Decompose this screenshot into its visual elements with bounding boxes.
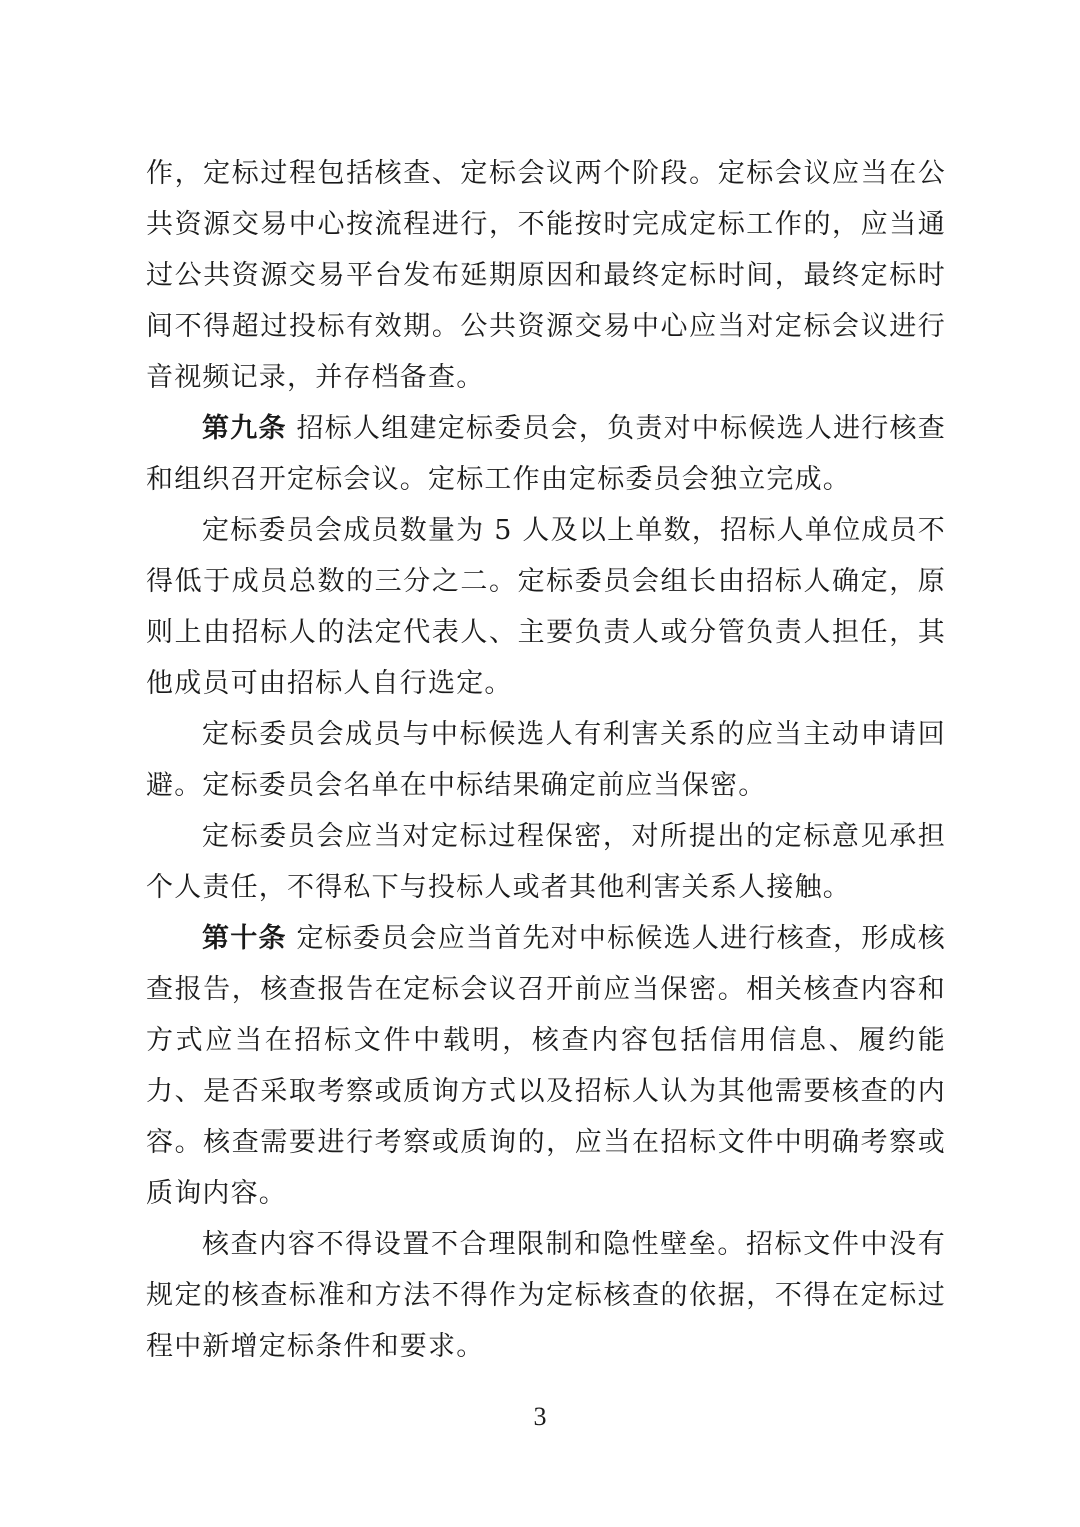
article-10-paragraph [146, 913, 946, 1219]
paragraph-continuation [146, 148, 946, 403]
article-label: 第九条 [202, 413, 287, 444]
article-label: 第十条 [202, 923, 287, 954]
confidentiality-paragraph [146, 811, 946, 913]
paragraph-text: 定标委员会成员与中标候选人有利害关系的应当主动申请回避。定标委员会名单在中标结果确定前应当保密。 [146, 719, 946, 801]
document-body [146, 148, 946, 1372]
paragraph-text: 定标委员会应当对定标过程保密，对所提出的定标意见承担个人责任，不得私下与投标人或者其他利害关系人接触。 [146, 821, 946, 903]
article-9-paragraph [146, 403, 946, 505]
paragraph-text: 定标委员会成员数量为 5 人及以上单数，招标人单位成员不得低于成员总数的三分之二。定标委员会组长由招标人确定，原则上由招标人的法定代表人、主要负责人或分管负责人担任，其他成员可由招标人自行选定。 [146, 515, 946, 699]
paragraph-text: 核查内容不得设置不合理限制和隐性壁垒。招标文件中没有规定的核查标准和方法不得作为定标核查的依据，不得在定标过程中新增定标条件和要求。 [146, 1229, 946, 1362]
paragraph-text: 作，定标过程包括核查、定标会议两个阶段。定标会议应当在公共资源交易中心按流程进行，不能按时完成定标工作的，应当通过公共资源交易平台发布延期原因和最终定标时间，最终定标时间不得超过投标有效期。公共资源交易中心应当对定标会议进行音视频记录，并存档备查。 [146, 158, 946, 393]
paragraph-text: 招标人组建定标委员会，负责对中标候选人进行核查和组织召开定标会议。定标工作由定标委员会独立完成。 [146, 413, 946, 495]
review-restrictions-paragraph [146, 1219, 946, 1372]
paragraph-text: 定标委员会应当首先对中标候选人进行核查，形成核查报告，核查报告在定标会议召开前应当保密。相关核查内容和方式应当在招标文件中载明，核查内容包括信用信息、履约能力、是否采取考察或质询方式以及招标人认为其他需要核查的内容。核查需要进行考察或质询的，应当在招标文件中明确考察或质询内容。 [146, 923, 946, 1209]
recusal-paragraph [146, 709, 946, 811]
page-number: 3 [533, 1402, 547, 1431]
committee-size-paragraph [146, 505, 946, 709]
